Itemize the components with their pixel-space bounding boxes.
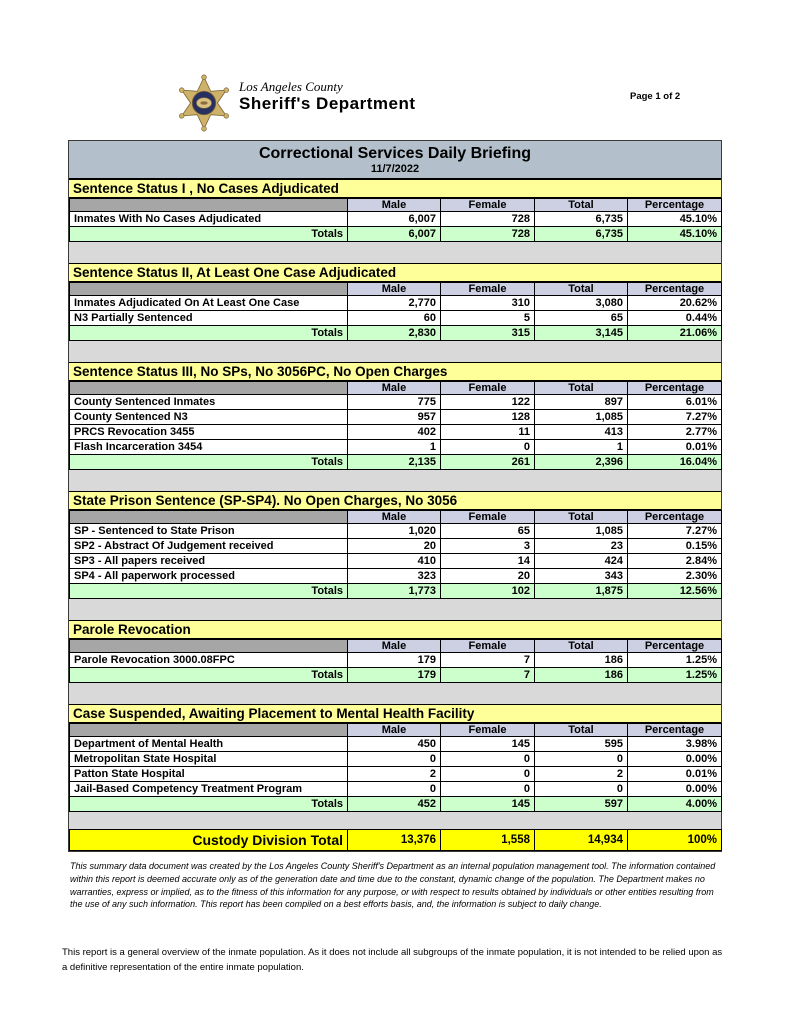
totals-row (70, 797, 722, 812)
table-row (70, 524, 722, 539)
value-cell: 20 (348, 539, 441, 554)
row-label: Department of Mental Health (70, 737, 348, 752)
value-cell: 343 (535, 569, 628, 584)
column-header-percentage: Percentage (628, 199, 722, 212)
row-label: SP2 - Abstract Of Judgement received (70, 539, 348, 554)
value-cell: 6,007 (348, 212, 441, 227)
value-cell: 0.15% (628, 539, 722, 554)
totals-value-cell: 6,007 (348, 227, 441, 242)
totals-value-cell: 186 (535, 668, 628, 683)
table-row (70, 653, 722, 668)
totals-value-cell: 261 (441, 455, 535, 470)
value-cell: 2.77% (628, 425, 722, 440)
department-name: Sheriff's Department (239, 93, 416, 113)
document-header (0, 0, 791, 140)
table-row (70, 782, 722, 797)
section-table (69, 510, 722, 599)
totals-row (70, 455, 722, 470)
row-label: County Sentenced N3 (70, 410, 348, 425)
column-header-total: Total (535, 382, 628, 395)
totals-label: Totals (70, 668, 348, 683)
report-section-4 (69, 491, 721, 599)
value-cell: 0 (441, 782, 535, 797)
column-header-female: Female (441, 511, 535, 524)
row-label-header-cell (70, 511, 348, 524)
totals-value-cell: 16.04% (628, 455, 722, 470)
totals-label: Totals (70, 584, 348, 599)
table-row (70, 539, 722, 554)
section-heading: Parole Revocation (69, 620, 721, 639)
totals-value-cell: 1,875 (535, 584, 628, 599)
totals-label: Totals (70, 227, 348, 242)
value-cell: 2,770 (348, 296, 441, 311)
value-cell: 1 (535, 440, 628, 455)
value-cell: 0.00% (628, 752, 722, 767)
totals-value-cell: 728 (441, 227, 535, 242)
column-header-male: Male (348, 724, 441, 737)
report-section-1 (69, 179, 721, 242)
column-header-total: Total (535, 511, 628, 524)
column-header-row (70, 283, 722, 296)
disclaimer-text: This summary data document was created by the Los Angeles County Sheriff's Department as an internal population management tool. The information contained within this report is deemed accurate only as of the generation date and time due to the constant, dynamic change of the population. The Department makes no warranties, express or implied, as to the fitness of this information for any purpose, or with respect to results obtained by individuals or other entities resulting from the use of any such information. This report has been compiled on a best efforts basis, and, the information is subject to daily change. (70, 861, 716, 910)
column-header-total: Total (535, 199, 628, 212)
section-table (69, 723, 722, 812)
value-cell: 20 (441, 569, 535, 584)
column-header-total: Total (535, 640, 628, 653)
page-indicator: Page 1 of 2 (630, 91, 681, 102)
value-cell: 0.01% (628, 440, 722, 455)
row-label: Parole Revocation 3000.08FPC (70, 653, 348, 668)
column-header-row (70, 199, 722, 212)
value-cell: 1.25% (628, 653, 722, 668)
column-header-percentage: Percentage (628, 724, 722, 737)
report-section-2 (69, 263, 721, 341)
value-cell: 2.30% (628, 569, 722, 584)
value-cell: 413 (535, 425, 628, 440)
overview-note: This report is a general overview of the inmate population. As it does not include all subgroups of the inmate population, it is not intended to be relied upon as a definitive representation of the entire inmate population. (62, 947, 723, 973)
totals-value-cell: 45.10% (628, 227, 722, 242)
value-cell: 7 (441, 653, 535, 668)
totals-value-cell: 1,773 (348, 584, 441, 599)
grand-total-total: 14,934 (535, 830, 628, 851)
column-header-percentage: Percentage (628, 382, 722, 395)
row-label: PRCS Revocation 3455 (70, 425, 348, 440)
row-label: SP3 - All papers received (70, 554, 348, 569)
column-header-female: Female (441, 724, 535, 737)
totals-value-cell: 4.00% (628, 797, 722, 812)
value-cell: 2.84% (628, 554, 722, 569)
section-heading: State Prison Sentence (SP-SP4). No Open Charges, No 3056 (69, 491, 721, 510)
row-label-header-cell (70, 283, 348, 296)
column-header-percentage: Percentage (628, 511, 722, 524)
value-cell: 122 (441, 395, 535, 410)
value-cell: 5 (441, 311, 535, 326)
table-row (70, 410, 722, 425)
value-cell: 450 (348, 737, 441, 752)
value-cell: 11 (441, 425, 535, 440)
value-cell: 1,020 (348, 524, 441, 539)
totals-value-cell: 6,735 (535, 227, 628, 242)
section-heading: Sentence Status III, No SPs, No 3056PC, No Open Charges (69, 362, 721, 381)
value-cell: 957 (348, 410, 441, 425)
totals-row (70, 584, 722, 599)
section-table (69, 198, 722, 242)
sections-container (69, 179, 721, 812)
value-cell: 179 (348, 653, 441, 668)
table-row (70, 554, 722, 569)
value-cell: 65 (535, 311, 628, 326)
totals-value-cell: 315 (441, 326, 535, 341)
value-cell: 0.00% (628, 782, 722, 797)
county-name: Los Angeles County (239, 79, 343, 94)
value-cell: 595 (535, 737, 628, 752)
grand-total-female: 1,558 (441, 830, 535, 851)
value-cell: 424 (535, 554, 628, 569)
value-cell: 1,085 (535, 524, 628, 539)
value-cell: 7.27% (628, 410, 722, 425)
row-label: Metropolitan State Hospital (70, 752, 348, 767)
totals-value-cell: 12.56% (628, 584, 722, 599)
grand-total-male: 13,376 (348, 830, 441, 851)
value-cell: 0 (535, 752, 628, 767)
value-cell: 0 (441, 752, 535, 767)
totals-value-cell: 7 (441, 668, 535, 683)
totals-row (70, 668, 722, 683)
report-section-5 (69, 620, 721, 683)
value-cell: 0.01% (628, 767, 722, 782)
row-label: N3 Partially Sentenced (70, 311, 348, 326)
table-row (70, 440, 722, 455)
section-table (69, 282, 722, 341)
title-bar (69, 141, 721, 179)
value-cell: 45.10% (628, 212, 722, 227)
column-header-female: Female (441, 283, 535, 296)
report-section-6 (69, 704, 721, 812)
sheriff-logo (176, 74, 416, 132)
column-header-female: Female (441, 382, 535, 395)
sheriff-star-badge-icon (176, 74, 232, 132)
row-label-header-cell (70, 724, 348, 737)
value-cell: 0 (535, 782, 628, 797)
value-cell: 310 (441, 296, 535, 311)
totals-value-cell: 2,396 (535, 455, 628, 470)
value-cell: 897 (535, 395, 628, 410)
grand-total-label: Custody Division Total (70, 830, 348, 851)
value-cell: 3 (441, 539, 535, 554)
totals-label: Totals (70, 326, 348, 341)
grand-total-percentage: 100% (628, 830, 722, 851)
value-cell: 23 (535, 539, 628, 554)
value-cell: 128 (441, 410, 535, 425)
section-table (69, 639, 722, 683)
column-header-female: Female (441, 199, 535, 212)
section-heading: Sentence Status II, At Least One Case Adjudicated (69, 263, 721, 282)
table-row (70, 311, 722, 326)
row-label: Inmates Adjudicated On At Least One Case (70, 296, 348, 311)
column-header-female: Female (441, 640, 535, 653)
value-cell: 65 (441, 524, 535, 539)
row-label-header-cell (70, 382, 348, 395)
table-row (70, 752, 722, 767)
column-header-male: Male (348, 640, 441, 653)
value-cell: 0 (441, 440, 535, 455)
report-title: Correctional Services Daily Briefing (258, 145, 532, 162)
value-cell: 402 (348, 425, 441, 440)
column-header-male: Male (348, 199, 441, 212)
value-cell: 410 (348, 554, 441, 569)
value-cell: 20.62% (628, 296, 722, 311)
value-cell: 0.44% (628, 311, 722, 326)
column-header-percentage: Percentage (628, 283, 722, 296)
report-body (68, 140, 722, 852)
report-section-3 (69, 362, 721, 470)
value-cell: 728 (441, 212, 535, 227)
table-row (70, 212, 722, 227)
totals-value-cell: 102 (441, 584, 535, 599)
value-cell: 0 (348, 752, 441, 767)
section-heading: Sentence Status I , No Cases Adjudicated (69, 179, 721, 198)
totals-value-cell: 1.25% (628, 668, 722, 683)
row-label: SP4 - All paperwork processed (70, 569, 348, 584)
totals-value-cell: 452 (348, 797, 441, 812)
value-cell: 7.27% (628, 524, 722, 539)
column-header-percentage: Percentage (628, 640, 722, 653)
table-row (70, 767, 722, 782)
value-cell: 6.01% (628, 395, 722, 410)
totals-label: Totals (70, 797, 348, 812)
totals-row (70, 227, 722, 242)
totals-row (70, 326, 722, 341)
column-header-total: Total (535, 724, 628, 737)
value-cell: 0 (348, 782, 441, 797)
column-header-male: Male (348, 283, 441, 296)
row-label-header-cell (70, 640, 348, 653)
value-cell: 3,080 (535, 296, 628, 311)
value-cell: 2 (348, 767, 441, 782)
totals-value-cell: 3,145 (535, 326, 628, 341)
row-label: Patton State Hospital (70, 767, 348, 782)
table-row (70, 395, 722, 410)
row-label: Jail-Based Competency Treatment Program (70, 782, 348, 797)
custody-division-total-row (69, 829, 722, 851)
table-row (70, 737, 722, 752)
column-header-row (70, 382, 722, 395)
column-header-row (70, 724, 722, 737)
row-label: SP - Sentenced to State Prison (70, 524, 348, 539)
column-header-male: Male (348, 382, 441, 395)
value-cell: 2 (535, 767, 628, 782)
value-cell: 3.98% (628, 737, 722, 752)
table-row (70, 569, 722, 584)
column-header-row (70, 640, 722, 653)
value-cell: 775 (348, 395, 441, 410)
row-label: Inmates With No Cases Adjudicated (70, 212, 348, 227)
value-cell: 186 (535, 653, 628, 668)
column-header-total: Total (535, 283, 628, 296)
table-row (70, 296, 722, 311)
totals-value-cell: 179 (348, 668, 441, 683)
totals-value-cell: 597 (535, 797, 628, 812)
value-cell: 323 (348, 569, 441, 584)
value-cell: 14 (441, 554, 535, 569)
row-label: County Sentenced Inmates (70, 395, 348, 410)
value-cell: 0 (441, 767, 535, 782)
totals-value-cell: 2,135 (348, 455, 441, 470)
totals-value-cell: 2,830 (348, 326, 441, 341)
table-row (70, 425, 722, 440)
brand-text (239, 80, 416, 112)
totals-value-cell: 145 (441, 797, 535, 812)
section-table (69, 381, 722, 470)
row-label-header-cell (70, 199, 348, 212)
totals-label: Totals (70, 455, 348, 470)
totals-value-cell: 21.06% (628, 326, 722, 341)
value-cell: 145 (441, 737, 535, 752)
section-heading: Case Suspended, Awaiting Placement to Mental Health Facility (69, 704, 721, 723)
value-cell: 1 (348, 440, 441, 455)
report-date: 11/7/2022 (370, 163, 420, 175)
value-cell: 1,085 (535, 410, 628, 425)
value-cell: 60 (348, 311, 441, 326)
column-header-male: Male (348, 511, 441, 524)
column-header-row (70, 511, 722, 524)
value-cell: 6,735 (535, 212, 628, 227)
row-label: Flash Incarceration 3454 (70, 440, 348, 455)
